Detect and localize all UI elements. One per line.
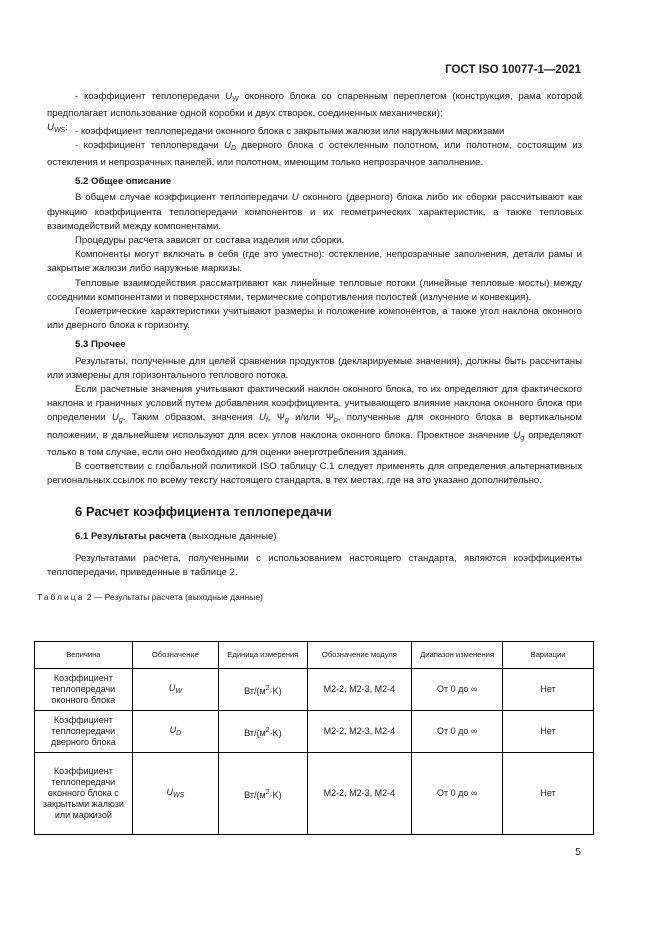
- def-uws-symbol: $U_{WS}$:: [47, 122, 68, 135]
- paragraph: Процедуры расчета зависят от состава изделия или сборки.: [75, 235, 345, 247]
- paragraph: Если расчетные значения учитывают фактический наклон оконного блока, то их определяют для фактического наклона и граничных условий путем добавления коэффициента, учитывающего влияние наклона оконного блока при определении $U_g$. Таким образом, значения $U_f$, $\Psi_g$ и/или $\Psi_p$, полученные для оконного блока в вертикальном положении, в дальнейшем используют для всех углов наклона оконного блока. Проектное значение $U_g$ определяют только в том случае, если оно необходимо для оценки энерготребления здания.: [47, 384, 582, 458]
- column-header: Единица измерения: [219, 642, 308, 669]
- table-header-row: [35, 642, 594, 669]
- section-5-2-title: 5.2 Общее описание: [75, 176, 172, 188]
- page-body: [37, 90, 582, 609]
- paragraph: Тепловые взаимодействия рассматривают как линейные тепловые потоки (линейные тепловые мосты) между соседними компонентами и поверхностями, термические сопротивления полостей (излучение и конвекция).: [47, 277, 582, 303]
- table-cell: M2-2, M2-3, M2-4: [307, 753, 412, 835]
- def-ud: - коэффициент теплопередачи $U_D$ дверного блока с остекленным полотном, или полотном, состоящим из остекления и непрозрачных панелей, или полотном, имеющим только непрозрачное заполнение.: [47, 139, 582, 169]
- table-cell: $Вт/(м^2\cdot K)$: [219, 753, 308, 835]
- results-table: [34, 641, 594, 835]
- table-cell: M2-2, M2-3, M2-4: [307, 711, 412, 753]
- paragraph: Компоненты могут включать в себя (где это уместно): остекление, непрозрачные заполнения, детали рамы и закрытые жалюзи либо наружные маркизы.: [47, 249, 582, 275]
- table-cell: Нет: [503, 753, 594, 835]
- table-cell: $U_{WS}$: [132, 753, 218, 835]
- column-header: Вариации: [503, 642, 594, 669]
- section-6-1-title: 6.1 Результаты расчета (выходные данные): [75, 530, 277, 542]
- document-id: ГОСТ ISO 10077-1—2021: [445, 64, 581, 76]
- table-row: [35, 711, 594, 753]
- def-uw: - коэффициент теплопередачи $U_W$ оконного блока со спаренным переплетом (конструкция, рама которой предполагает использование одной коробки и двух створок, соединенных механически);: [47, 91, 582, 120]
- table-cell: От 0 до ∞: [412, 753, 503, 835]
- section-6-title: 6 Расчет коэффициента теплопередачи: [75, 504, 332, 520]
- table-cell: От 0 до ∞: [412, 711, 503, 753]
- column-header: Величина: [35, 642, 133, 669]
- table-cell: $Вт/(м^2\cdot K)$: [219, 711, 308, 753]
- section-5-3-title: 5.3 Прочее: [75, 339, 126, 351]
- page-number: 5: [575, 846, 581, 858]
- table-cell: $U_D$: [132, 711, 218, 753]
- table-cell: Нет: [503, 711, 594, 753]
- table-row: [35, 753, 594, 835]
- paragraph: Геометрические характеристики учитывают размеры и положение компонентов, а также угол наклона оконного или дверного блока к горизонту.: [47, 306, 582, 332]
- paragraph: Результатами расчета, полученными с использованием настоящего стандарта, являются коэффициенты теплопередачи, приведенные в таблице 2.: [47, 552, 582, 579]
- column-header: Обозначение: [132, 642, 218, 669]
- table-cell: $Вт/(м^2\cdot K)$: [219, 669, 308, 711]
- table-cell: От 0 до ∞: [412, 669, 503, 711]
- table-cell: $U_W$: [132, 669, 218, 711]
- table-cell: M2-2, M2-3, M2-4: [307, 669, 412, 711]
- table-cell: Коэффициент теплопередачи оконного блока: [35, 669, 133, 711]
- table-cell: Коэффициент теплопередачи дверного блока: [35, 711, 133, 753]
- def-uws: - коэффициент теплопередачи оконного блока с закрытыми жалюзи или наружными маркизами: [75, 125, 505, 137]
- table-caption: Таблица 2 — Результаты расчета (выходные данные): [37, 592, 263, 603]
- table-row: [35, 669, 594, 711]
- paragraph: В соответствии с глобальной политикой ISO таблицу C.1 следует применять для определения альтернативных региональных ссылок по всему тексту настоящего стандарта, в тех местах, где на это указано дополнительно.: [47, 461, 582, 487]
- column-header: Диапазон изменения: [412, 642, 503, 669]
- table-cell: Коэффициент теплопередачи оконного блока с закрытыми жалюзи или маркизой: [35, 753, 133, 835]
- paragraph: Результаты, полученные для целей сравнения продуктов (декларируемые значения), должны быть рассчитаны или измерены для горизонтального теплового потока.: [47, 355, 582, 381]
- column-header: Обозначение модуля: [307, 642, 412, 669]
- table-cell: Нет: [503, 669, 594, 711]
- paragraph: В общем случае коэффициент теплопередачи U оконного (дверного) блока либо их сборки рассчитывают как функцию коэффициента теплопередачи компонентов и их геометрических характеристик, а также тепловых взаимодействий между компонентами.: [47, 192, 582, 232]
